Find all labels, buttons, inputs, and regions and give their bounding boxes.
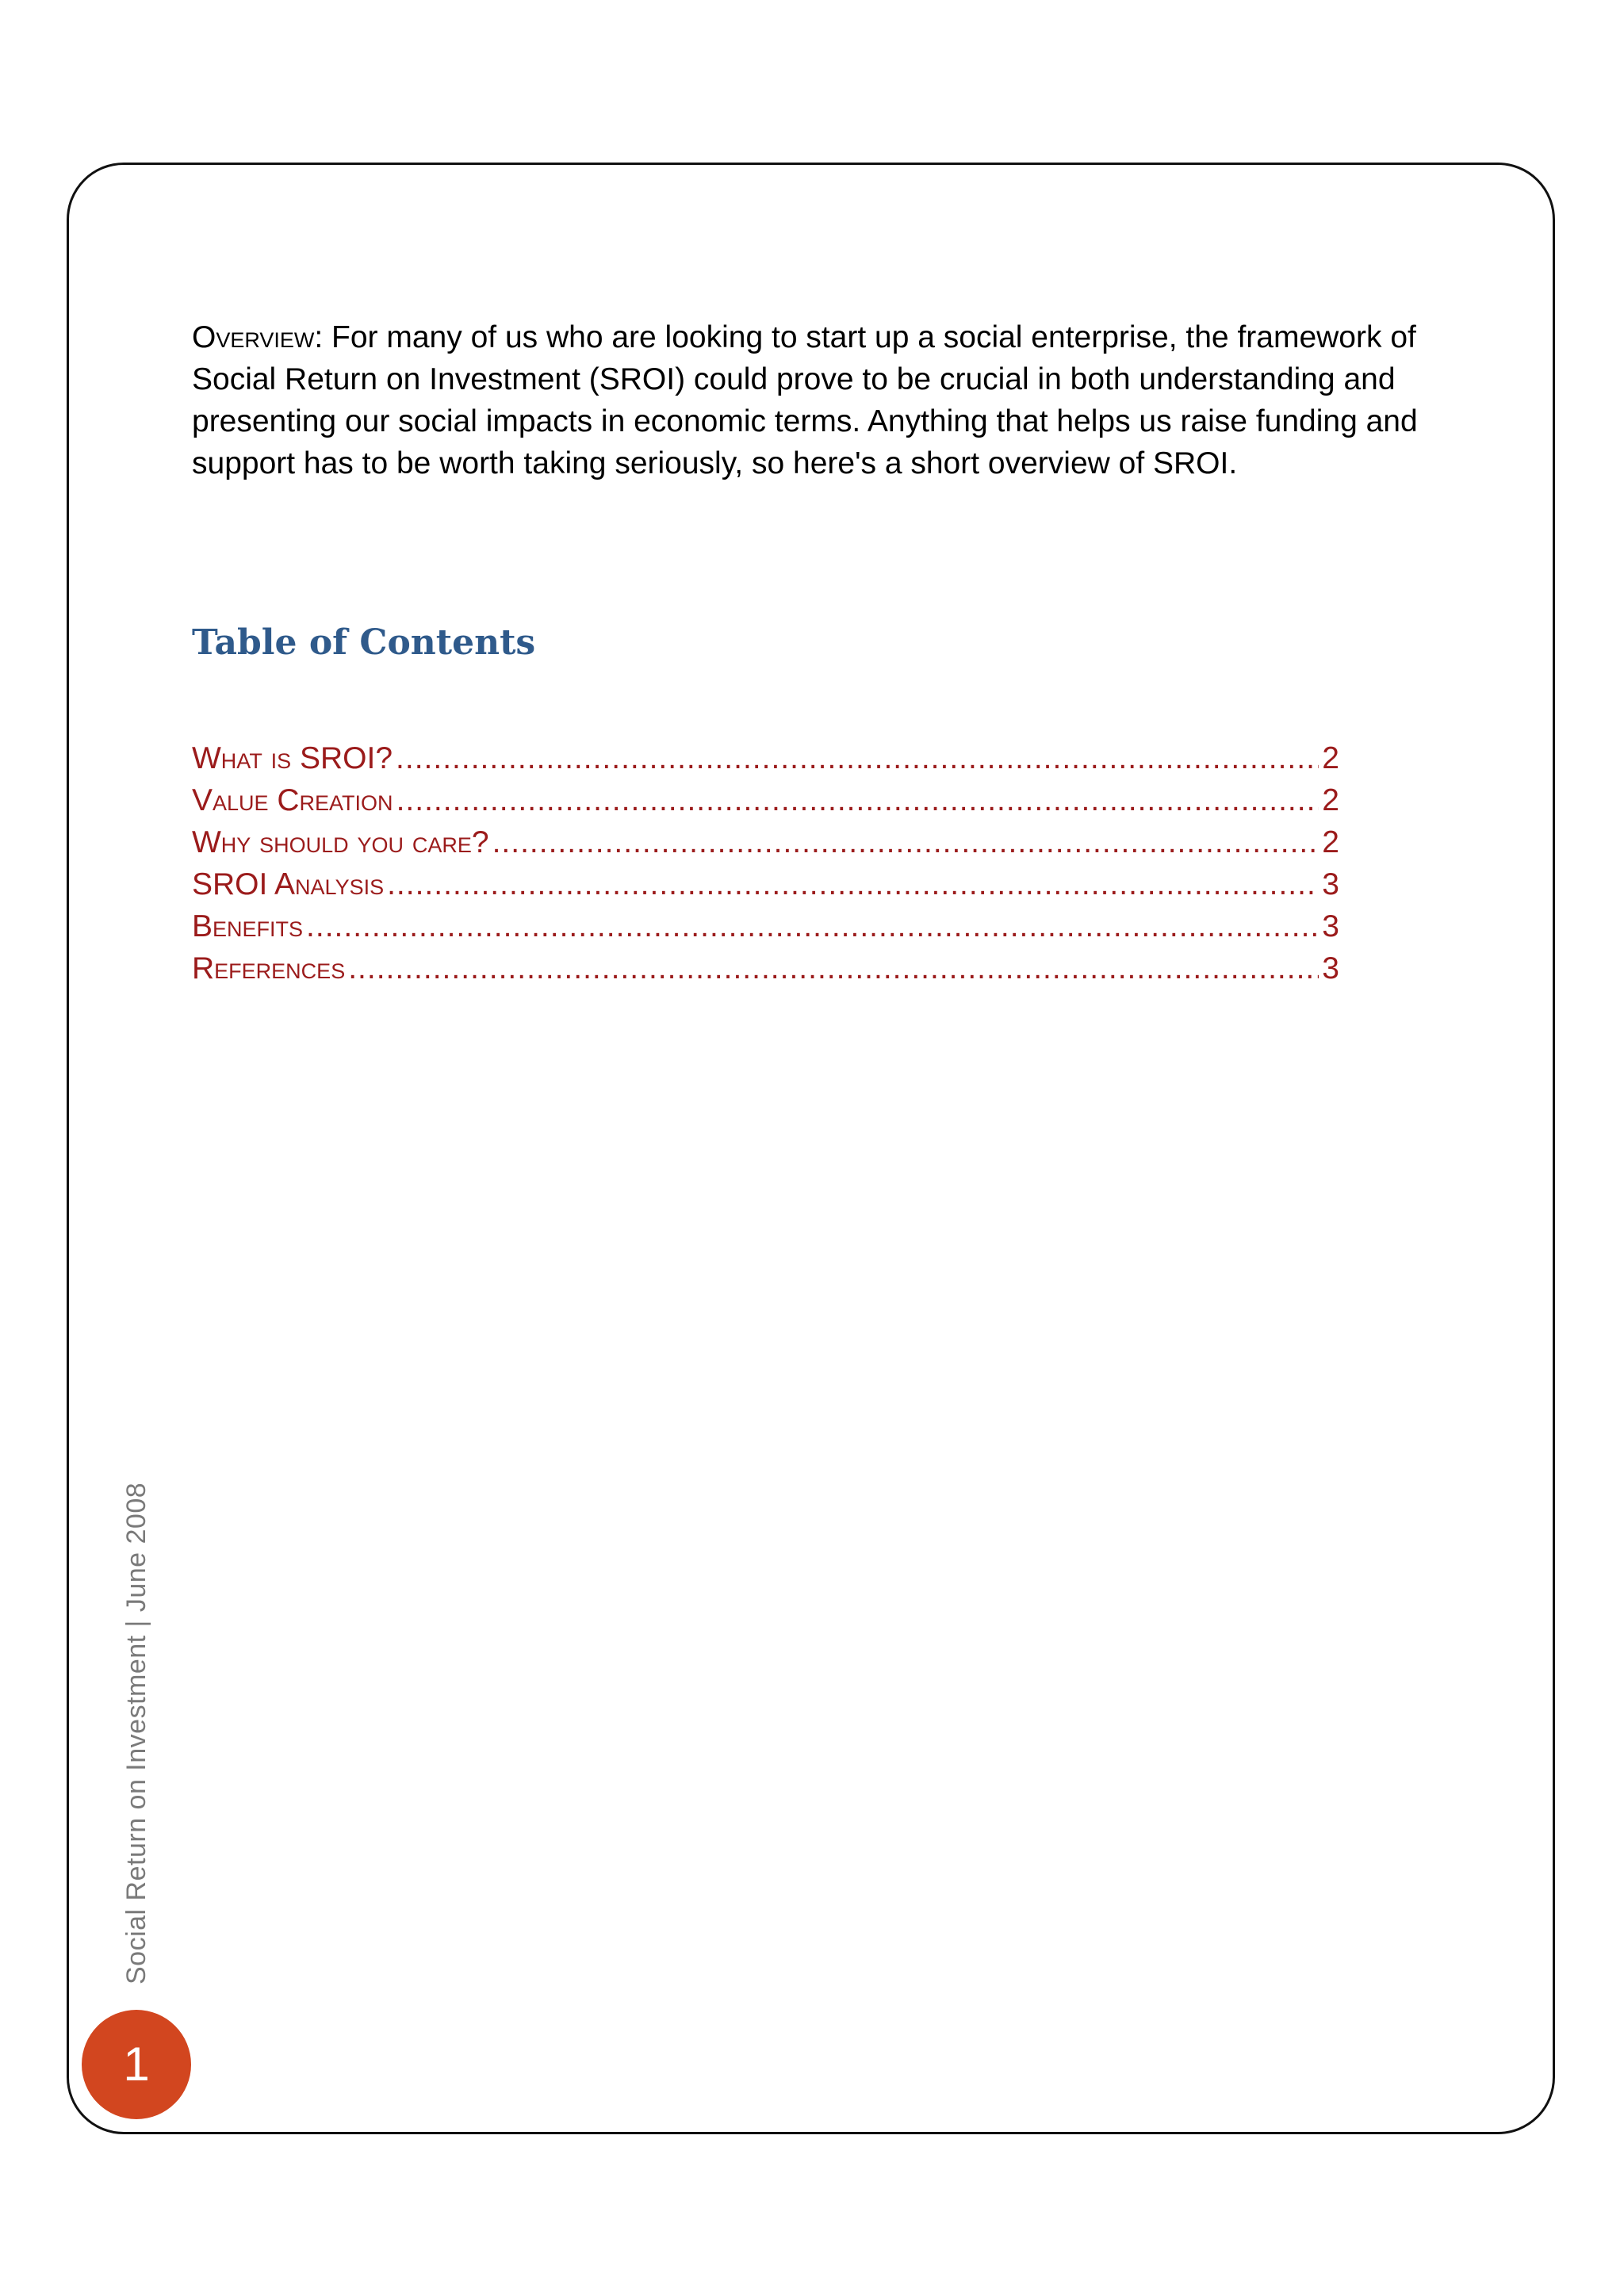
- toc-entry-benefits[interactable]: [192, 905, 1339, 947]
- footer-side-text: Social Return on Investment | June 2008: [121, 1482, 151, 1984]
- toc-entry-page: 2: [1322, 741, 1339, 775]
- overview-text: For many of us who are looking to start up a social enterprise, the framework of Social Return on Investment (SROI) could prove to be crucial in both understanding and presenting our social impacts in economic terms. Anything that helps us raise funding and support has to be worth taking seriously, so here's a short overview of SROI.: [192, 320, 1418, 480]
- toc-leader-dots: [306, 905, 1319, 947]
- toc-leader-dots: [396, 779, 1320, 821]
- toc-leader-dots: [348, 947, 1319, 989]
- toc-leader-dots: [387, 863, 1319, 905]
- overview-paragraph: [192, 316, 1461, 484]
- page-number-badge: 1: [82, 2010, 191, 2119]
- toc-entry-label: Why should you care?: [192, 825, 489, 859]
- toc-entry-why-should-you-care[interactable]: [192, 821, 1339, 863]
- toc-entry-what-is-sroi[interactable]: [192, 737, 1339, 779]
- table-of-contents: [192, 737, 1339, 989]
- toc-entry-page: 3: [1322, 867, 1339, 901]
- toc-entry-label: References: [192, 951, 346, 985]
- toc-leader-dots: [396, 737, 1319, 779]
- toc-title: Table of Contents: [192, 622, 536, 663]
- toc-entry-label: Value Creation: [192, 783, 393, 817]
- toc-entry-page: 2: [1322, 783, 1339, 817]
- overview-label: Overview:: [192, 320, 324, 354]
- toc-entry-page: 3: [1322, 951, 1339, 985]
- toc-leader-dots: [492, 821, 1320, 863]
- toc-entry-label: SROI Analysis: [192, 867, 385, 901]
- toc-entry-label: What is SROI?: [192, 741, 393, 775]
- toc-entry-page: 2: [1322, 825, 1339, 859]
- toc-entry-page: 3: [1322, 909, 1339, 943]
- toc-entry-label: Benefits: [192, 909, 304, 943]
- toc-entry-sroi-analysis[interactable]: [192, 863, 1339, 905]
- toc-entry-value-creation[interactable]: [192, 779, 1339, 821]
- toc-entry-references[interactable]: [192, 947, 1339, 989]
